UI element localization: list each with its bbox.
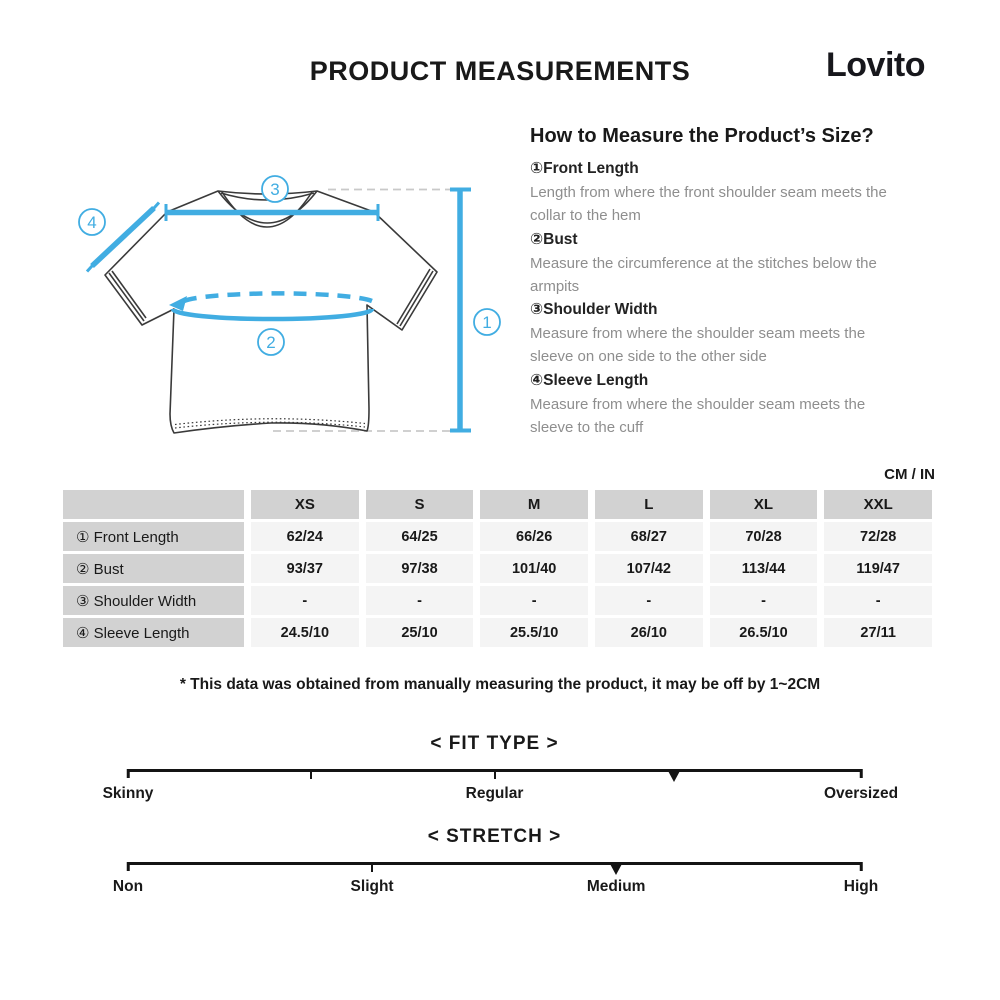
column-header-m: M <box>480 490 588 519</box>
slider-label: High <box>843 878 879 895</box>
table-value: - <box>710 586 818 615</box>
svg-text:2: 2 <box>266 333 276 352</box>
slider-tick <box>860 769 863 778</box>
slider-tick <box>371 862 373 872</box>
measure-item-bust <box>530 228 902 299</box>
slider-label: Non <box>112 878 144 895</box>
measure-item-desc: Measure the circumference at the stitches below the armpits <box>530 254 877 295</box>
table-value: 68/27 <box>595 522 703 551</box>
measure-item-title: ④Sleeve Length <box>530 371 649 389</box>
column-header-xxl: XXL <box>824 490 932 519</box>
slider-label: Oversized <box>823 785 899 802</box>
unit-label: CM / IN <box>884 466 935 483</box>
circled-number: ④ <box>530 371 544 389</box>
fit-type-labels <box>102 785 899 805</box>
slider-label: Skinny <box>102 785 154 802</box>
table-value: 93/37 <box>251 554 359 583</box>
slider-marker-triangle <box>667 769 681 782</box>
row-label-shoulder-width: ③ Shoulder Width <box>63 586 244 615</box>
stretch-slider <box>112 826 879 898</box>
circled-number: ② <box>530 230 544 248</box>
slider-tick <box>310 769 312 779</box>
table-value: - <box>595 586 703 615</box>
stretch-title: < STRETCH > <box>427 826 562 847</box>
slider-label: Medium <box>586 878 646 895</box>
svg-text:1: 1 <box>482 313 492 332</box>
slider-tick <box>127 862 130 871</box>
slider-label: Regular <box>465 785 524 802</box>
table-value: 107/42 <box>595 554 703 583</box>
table-corner-cell <box>63 490 244 519</box>
circled-number: ① <box>530 160 544 177</box>
fit-type-track <box>128 769 861 772</box>
measurement-disclaimer: * This data was obtained from manually measuring the product, it may be off by 1~2CM <box>179 676 821 693</box>
table-value: 25.5/10 <box>480 618 588 647</box>
slider-tick <box>127 769 130 778</box>
slider-tick <box>494 769 496 779</box>
table-value: - <box>251 586 359 615</box>
table-value: 25/10 <box>366 618 474 647</box>
table-value: 62/24 <box>251 522 359 551</box>
table-value: 101/40 <box>480 554 588 583</box>
column-header-s: S <box>366 490 474 519</box>
table-value: - <box>366 586 474 615</box>
measure-item-sleeve-length <box>530 369 902 440</box>
svg-text:4: 4 <box>87 213 97 232</box>
measure-item-desc: Measure from where the shoulder seam meets the sleeve to the cuff <box>530 395 866 437</box>
table-value: 72/28 <box>824 522 932 551</box>
stretch-labels <box>112 878 879 898</box>
table-value: 113/44 <box>710 554 818 583</box>
table-value: 64/25 <box>366 522 474 551</box>
measure-item-desc: Measure from where the shoulder seam meets the sleeve on one side to the other side <box>530 325 866 366</box>
measure-item-title: ③Shoulder Width <box>530 301 658 319</box>
how-to-heading: How to Measure the Product’s Size? <box>530 125 874 147</box>
table-value: 27/11 <box>824 618 932 647</box>
table-value: 97/38 <box>366 554 474 583</box>
table-value: - <box>824 586 932 615</box>
brand-logo: Lovito <box>826 46 925 84</box>
measure-item-title: ②Bust <box>530 230 578 248</box>
svg-text:3: 3 <box>270 180 280 199</box>
row-label-sleeve-length: ④ Sleeve Length <box>63 618 244 647</box>
measure-item-desc: Length from where the front shoulder seam meets the collar to the hem <box>530 184 887 225</box>
circled-number: ③ <box>530 301 544 319</box>
table-value: - <box>480 586 588 615</box>
column-header-l: L <box>595 490 703 519</box>
stretch-track <box>128 862 861 865</box>
table-value: 26.5/10 <box>710 618 818 647</box>
measure-item-title: ①Front Length <box>530 160 639 177</box>
column-header-xs: XS <box>251 490 359 519</box>
table-value: 24.5/10 <box>251 618 359 647</box>
size-table <box>63 490 932 647</box>
table-value: 119/47 <box>824 554 932 583</box>
column-header-xl: XL <box>710 490 818 519</box>
page-title: PRODUCT MEASUREMENTS <box>309 56 691 86</box>
measure-item-shoulder-width <box>530 298 902 369</box>
table-value: 26/10 <box>595 618 703 647</box>
how-to-section <box>530 124 902 439</box>
table-value: 66/26 <box>480 522 588 551</box>
measure-item-front-length <box>530 157 902 228</box>
fit-type-slider <box>102 733 899 805</box>
slider-label: Slight <box>350 878 394 895</box>
slider-tick <box>860 862 863 871</box>
fit-type-title: < FIT TYPE > <box>430 733 559 754</box>
row-label-bust: ② Bust <box>63 554 244 583</box>
slider-marker-triangle <box>609 862 623 875</box>
row-label-front-length: ① Front Length <box>63 522 244 551</box>
table-value: 70/28 <box>710 522 818 551</box>
tshirt-outline <box>105 191 437 433</box>
tshirt-measurement-diagram <box>60 150 520 460</box>
